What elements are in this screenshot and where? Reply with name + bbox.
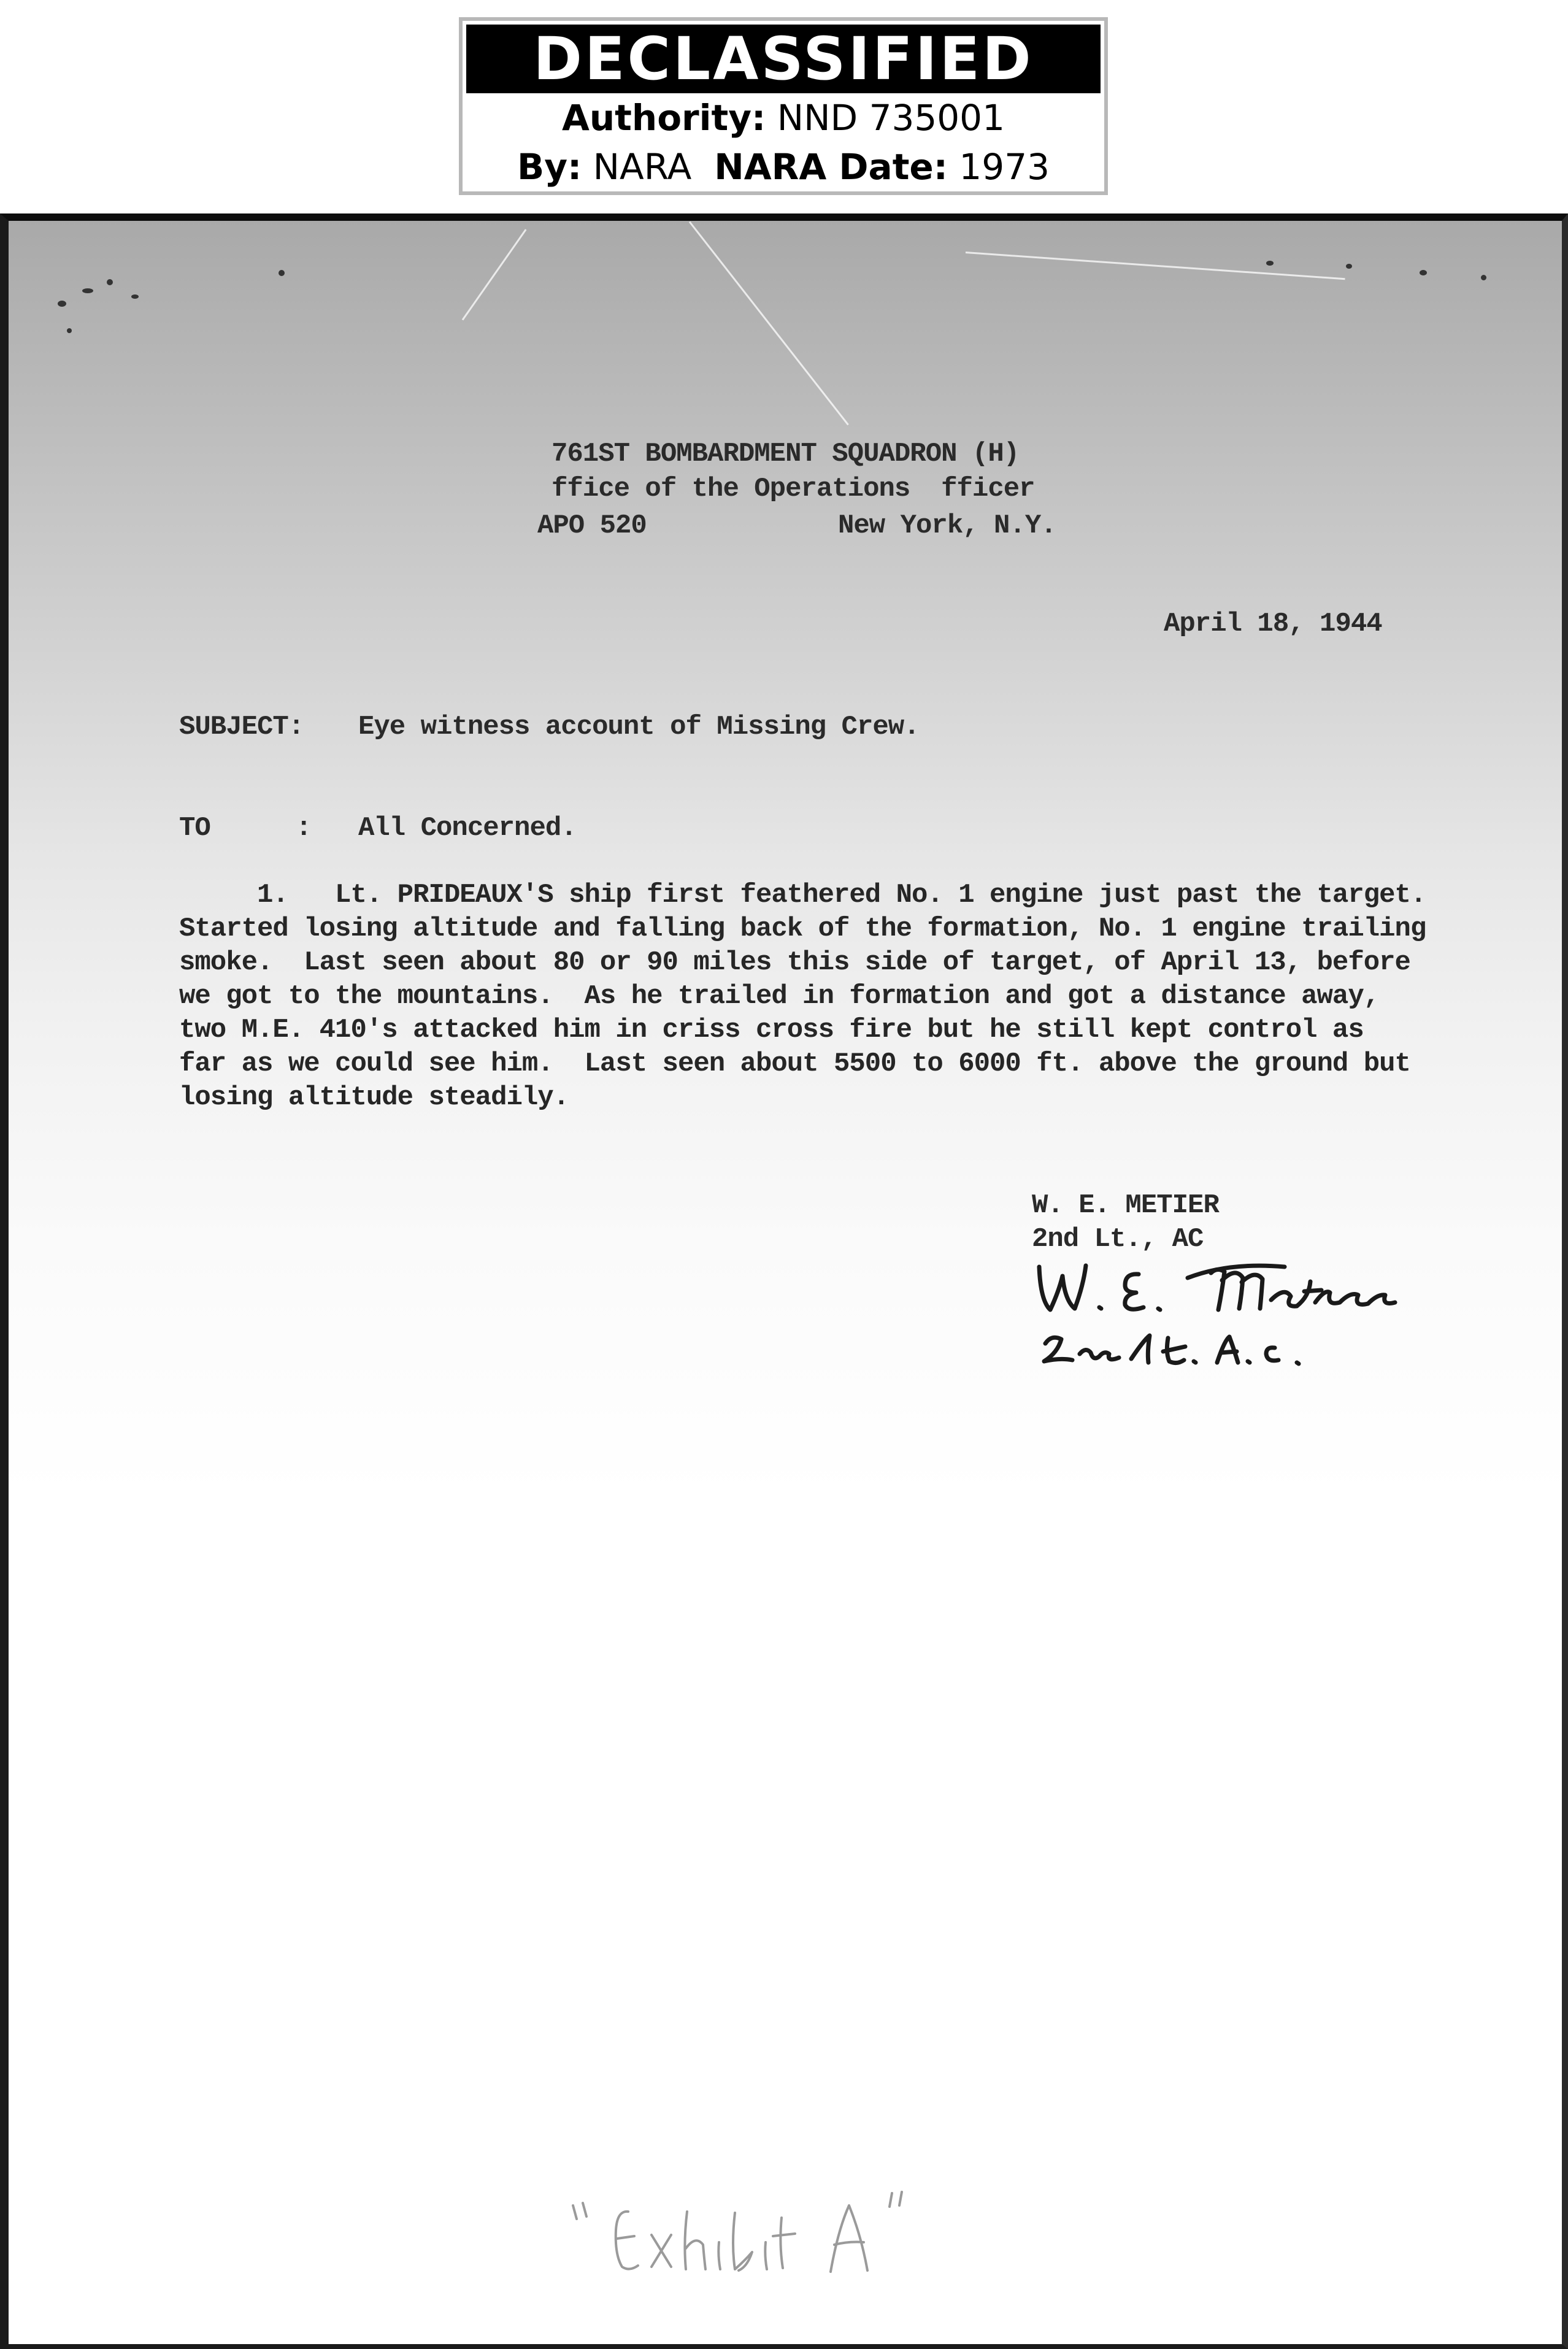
stamp-date-value: 1973 <box>959 146 1050 188</box>
stamp-authority-line <box>463 93 1104 142</box>
body-line: Started losing altitude and falling back of the formation, No. 1 engine trailing <box>179 913 1426 944</box>
letterhead-apo: APO 520 <box>537 510 647 541</box>
body-line: losing altitude steadily. <box>179 1082 569 1113</box>
scan-speck <box>1481 275 1486 280</box>
scan-speck <box>1420 270 1427 275</box>
body-paragraph <box>179 878 1426 1115</box>
body-line: 1. Lt. PRIDEAUX'S ship first feathered No. 1 engine just past the target. <box>179 880 1426 910</box>
stamp-authority-value: NND 735001 <box>777 97 1005 139</box>
letterhead-office: ffice of the Operations fficer <box>551 474 1035 504</box>
declassified-stamp <box>459 17 1108 195</box>
scan-speck <box>1346 264 1352 269</box>
letter-date: April 18, 1944 <box>1164 609 1382 639</box>
scan-speck <box>58 301 66 307</box>
scan-scratch <box>689 221 849 426</box>
handwritten-signature <box>1027 1248 1432 1393</box>
signatory-rank: 2nd Lt., AC <box>1032 1224 1204 1255</box>
scan-scratch <box>462 229 527 320</box>
body-line: far as we could see him. Last seen about 5500 to 6000 ft. above the ground but <box>179 1048 1410 1079</box>
body-line: smoke. Last seen about 80 or 90 miles this side of target, of April 13, before <box>179 947 1410 978</box>
letterhead-unit: 761ST BOMBARDMENT SQUADRON (H) <box>551 439 1020 469</box>
stamp-by-line <box>463 142 1104 191</box>
signature-drawing <box>1027 1248 1432 1390</box>
to-colon: : <box>296 813 312 844</box>
body-line: we got to the mountains. As he trailed in formation and got a distance away, <box>179 981 1380 1012</box>
scan-speck <box>1266 261 1274 266</box>
scan-speck <box>107 279 113 285</box>
stamp-date-label: NARA Date: <box>714 146 948 188</box>
stamp-by-label: By: <box>517 146 582 188</box>
stamp-by-value: NARA <box>593 146 692 188</box>
scan-speck <box>82 288 93 293</box>
scanned-page <box>0 213 1568 2349</box>
scan-scratch <box>966 252 1345 280</box>
to-label: TO <box>179 813 210 844</box>
signatory-name: W. E. METIER <box>1032 1190 1219 1221</box>
exhibit-drawing <box>561 2169 953 2304</box>
to-text: All Concerned. <box>358 813 577 844</box>
scan-speck <box>67 328 72 333</box>
stamp-authority-label: Authority: <box>562 97 766 139</box>
letterhead-city: New York, N.Y. <box>838 510 1056 541</box>
scan-speck <box>131 294 139 299</box>
stamp-title: DECLASSIFIED <box>466 25 1101 93</box>
subject-label: SUBJECT: <box>179 712 304 742</box>
body-line: two M.E. 410's attacked him in criss cross fire but he still kept control as <box>179 1015 1364 1045</box>
scan-speck <box>279 270 285 276</box>
subject-text: Eye witness account of Missing Crew. <box>358 712 920 742</box>
exhibit-annotation <box>561 2169 953 2307</box>
